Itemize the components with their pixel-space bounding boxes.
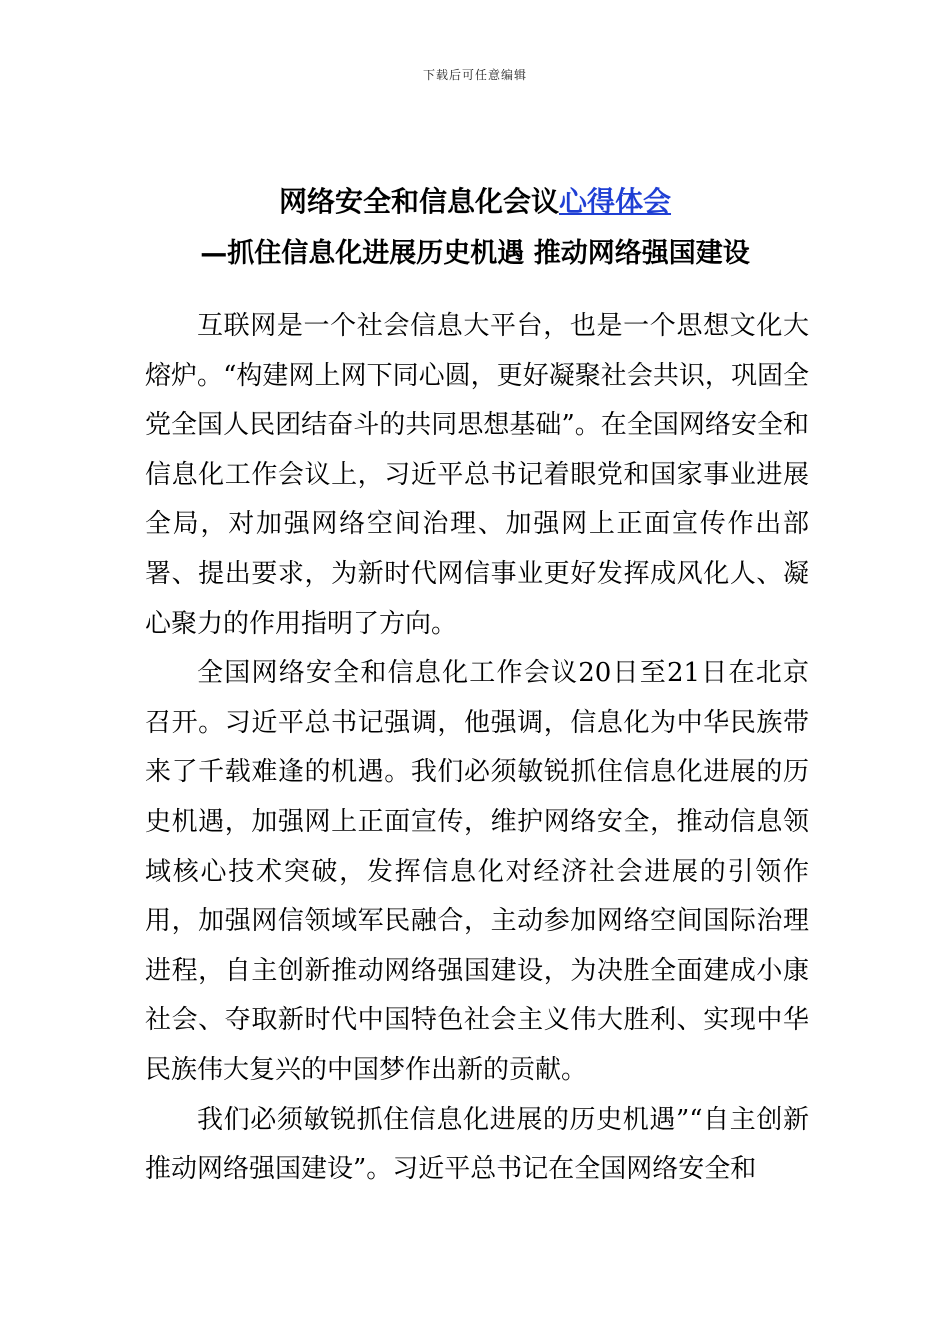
paragraph-3: 我们必须敏锐抓住信息化进展的历史机遇”“自主创新推动网络强国建设”。习近平总书记在全国网络安全和 [145,1104,809,1185]
paragraph-2: 全国网络安全和信息化工作会议20日至21日在北京召开。习近平总书记强调，他强调，信息化为中华民族带来了千载难逢的机遇。我们必须敏锐抓住信息化进展的历史机遇，加强网上正面宣传，维护网络安全，推动信息领域核心技术突破，发挥信息化对经济社会进展的引领作用，加强网信领域军民融合，主动参加网络空间国际治理进程，自主创新推动网络强国建设，为决胜全面建成小康社会、夺取新时代中国特色社会主义伟大胜利、实现中华民族伟大复兴的中国梦作出新的贡献。 [145,658,809,1085]
header-note: 下载后可任意编辑 [422,68,527,82]
title-line-1 [0,176,950,228]
title-main-text: 网络安全和信息化会议 [278,185,559,218]
title-line-2: —抓住信息化进展历史机遇 推动网络强国建设 [200,238,750,269]
title-link[interactable]: 心得体会 [559,185,672,218]
document-body [145,302,809,1195]
document-title [0,176,950,280]
paragraph-1: 互联网是一个社会信息大平台，也是一个思想文化大熔炉。“构建网上网下同心圆，更好凝聚社会共识，巩固全党全国人民团结奋斗的共同思想基础”。在全国网络安全和信息化工作会议上，习近平总书记着眼党和国家事业进展全局，对加强网络空间治理、加强网上正面宣传作出部署、提出要求，为新时代网信事业更好发挥成风化人、凝心聚力的作用指明了方向。 [145,311,809,639]
